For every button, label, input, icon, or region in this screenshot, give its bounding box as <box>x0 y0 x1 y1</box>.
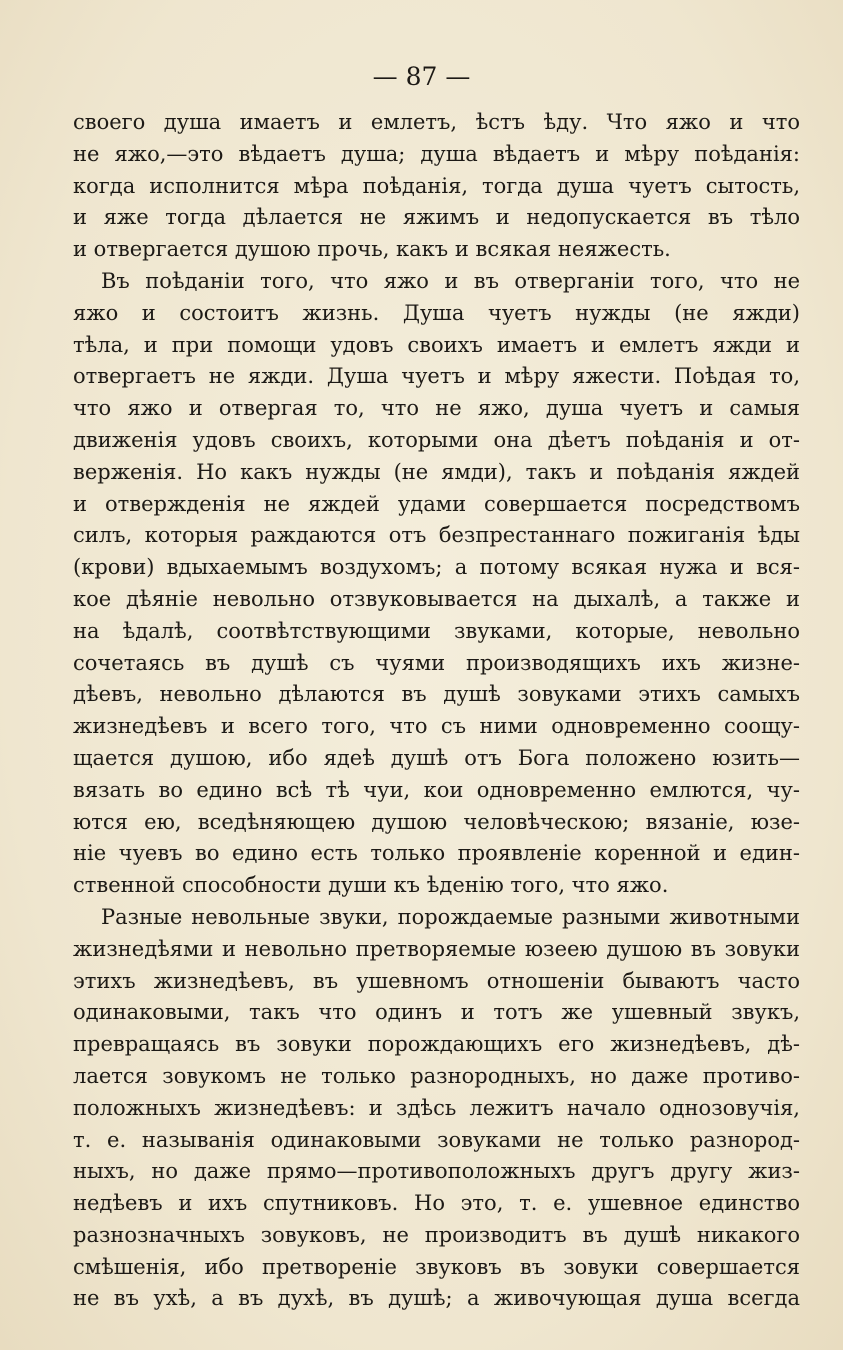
text-line: на ѣдалѣ, соотвѣтствующими звуками, которые, невольно <box>73 618 800 643</box>
text-line: и отвержденія не яждей удами совершается посредствомъ <box>73 491 800 516</box>
text-line: недѣевъ и ихъ спутниковъ. Но это, т. е. ушевное единство <box>73 1191 800 1216</box>
page-number: — 87 — <box>372 62 471 91</box>
text-line: верженія. Но какъ нужды (не ямди), такъ и поѣданія яждей <box>73 459 800 484</box>
text-line: смѣшенія, ибо претвореніе звуковъ въ зовуки совершается <box>73 1254 800 1279</box>
text-line: разнозначныхъ зовуковъ, не производитъ въ душѣ никакого <box>73 1222 800 1247</box>
text-line: и отвергается душою прочь, какъ и всякая неяжесть. <box>73 237 671 262</box>
text-line: Въ поѣданіи того, что яжо и въ отверганіи того, что не <box>101 268 800 293</box>
text-line: своего душа имаетъ и емлетъ, ѣстъ ѣду. Что яжо и что <box>73 110 800 134</box>
text-line: силъ, которыя раждаются отъ безпрестаннаго пожиганія ѣды <box>73 523 800 548</box>
text-line: ются ею, вседѣняющею душою человѣческою; вязаніе, юзе- <box>73 809 800 834</box>
text-line: одинаковыми, такъ что одинъ и тотъ же ушевный звукъ, <box>73 1000 800 1025</box>
text-line: (крови) вдыхаемымъ воздухомъ; а потому всякая нужа и вся- <box>73 555 800 580</box>
body-text <box>73 107 800 1315</box>
text-line: тѣла, и при помощи удовъ своихъ имаетъ и емлетъ яжди и <box>73 332 800 357</box>
text-line: жизнедѣевъ и всего того, что съ ними одновременно соощу- <box>73 714 800 739</box>
text-line: ныхъ, но даже прямо—противоположныхъ другъ другу жиз- <box>73 1159 800 1184</box>
text-line: когда исполнится мѣра поѣданія, тогда душа чуетъ сытость, <box>73 173 800 198</box>
text-line: ніе чуевъ во едино есть только проявленіе коренной и един- <box>73 841 800 866</box>
text-line: кое дѣяніе невольно отзвуковывается на дыхалѣ, а также и <box>73 586 800 611</box>
text-line: положныхъ жизнедѣевъ: и здѣсь лежитъ начало однозовучія, <box>73 1095 800 1120</box>
text-line: сочетаясь въ душѣ съ чуями производящихъ ихъ жизне- <box>73 650 800 675</box>
text-line: отвергаетъ не яжди. Душа чуетъ и мѣру яжести. Поѣдая то, <box>73 364 800 389</box>
text-line: щается душою, ибо ядеѣ душѣ отъ Бога положено юзить— <box>73 745 800 770</box>
text-line: этихъ жизнедѣевъ, въ ушевномъ отношеніи бываютъ часто <box>73 968 800 993</box>
text-line: т. е. называнія одинаковыми зовуками не только разнород- <box>73 1127 800 1152</box>
text-line: дѣевъ, невольно дѣлаются въ душѣ зовуками этихъ самыхъ <box>73 682 800 707</box>
text-line: вязать во едино всѣ тѣ чуи, кои одновременно емлются, чу- <box>73 777 800 802</box>
text-line: движенія удовъ своихъ, которыми она дѣетъ поѣданія и от- <box>73 427 800 452</box>
text-line: и яже тогда дѣлается не яжимъ и недопускается въ тѣло <box>73 205 800 230</box>
text-line: Разные невольные звуки, порождаемые разными животными <box>101 904 800 929</box>
text-line: яжо и состоитъ жизнь. Душа чуетъ нужды (не яжди) <box>73 300 800 325</box>
text-line: жизнедѣями и невольно претворяемые юзеею душою въ зовуки <box>73 936 800 961</box>
text-line: не въ ухѣ, а въ духѣ, въ душѣ; а живочующая душа всегда <box>73 1286 800 1311</box>
text-line: не яжо,—это вѣдаетъ душа; душа вѣдаетъ и мѣру поѣданія: <box>73 141 800 166</box>
text-line: лается зовукомъ не только разнородныхъ, но даже противо- <box>73 1063 800 1088</box>
text-line: что яжо и отвергая то, что не яжо, душа чуетъ и самыя <box>73 396 800 421</box>
text-line: превращаясь въ зовуки порождающихъ его жизнедѣевъ, дѣ- <box>73 1032 800 1057</box>
text-line: ственной способности души къ ѣденію того, что яжо. <box>73 873 669 898</box>
